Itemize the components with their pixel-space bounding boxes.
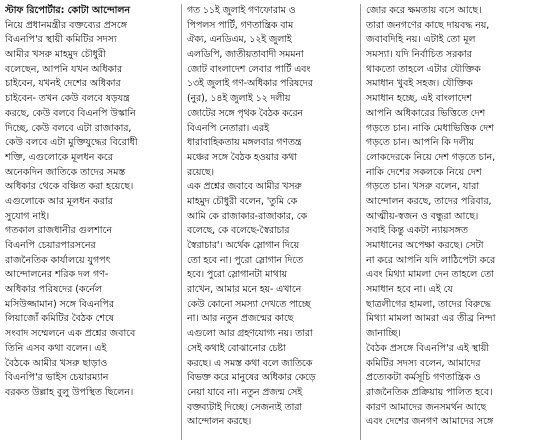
text-line: এবং দেশের জনগণ আমাদের সঙ্গে [366,416,494,428]
text-line: গতকাল রাজধানীর গুলশানে [5,225,112,237]
text-line: না। আর নতুন প্রজন্মের কাছে [187,313,294,325]
text-line: ১৩ই জুলাই গণ-অধিকার পরিষদের [187,78,313,90]
text-line: নেয়া যাবে না। নতুন প্রজন্ম সেই [187,386,302,398]
text-line: বৈঠক প্রসঙ্গে বিএনপি'র এই স্থায়ী [366,342,490,354]
text-line: ধারাবাহিকতায় মঙ্গলবার গণতন্ত্র [187,137,302,149]
text-line: জোট বাংলাদেশ লেবার পার্টি এবং [187,63,311,75]
text-line: কেউ বলবে এটা মুক্তিযুদ্ধের বিরোধী [5,137,138,149]
text-line: বক্তব্যটাই দিচ্ছে। সেজন্যই তারা [187,401,303,413]
text-line: সমস্যা। যদি নির্বাচিত সরকার [366,49,472,61]
text-line: আমীর খসরু মাহমুদ চৌধুরী [5,49,106,61]
text-line: রাজনৈতিক প্রক্রিয়ায় পালিত হবে। [366,386,493,398]
text-line: পিপলস পার্টি, গণতান্ত্রিক বাম [187,19,294,31]
text-line: চাইবেন, যখনই দেশের অধিকার [5,78,121,90]
text-line: করছে, কেউ বলবে বিএনপি উস্কানি [5,107,136,119]
text-line: তিনি এসব কথা বলেন। এই [5,342,107,354]
text-line: (নুর), ১৪ই জুলাই ১২ দলীয় [187,93,291,105]
text-line: সবাই কিন্তু একটা ন্যায়সঙ্গত [366,225,468,237]
article-column-3 [361,4,537,440]
text-line: গড়তে চান। আপনি কি দলীয় [366,137,475,149]
text-line: আন্দোলন করছে। [187,416,252,428]
text-line: স্টাফ রিপোর্টার: কোটা আন্দোলন [5,5,131,16]
text-line: আন্দোলনের শরিক দল গণ- [5,269,109,281]
text-line: দিচ্ছে, কেউ বলবে এটা রাজাকার, [5,122,132,134]
text-line: তারা জনগণের কাছে দায়বদ্ধ নয়, [366,19,490,31]
text-line: কারণ আমাদের জনসমর্থন আছে [366,401,487,413]
text-line: জানাচ্ছি। [366,328,401,340]
text-line: কেউ কোনো সমস্যা দেখতে পাচ্ছে [187,298,311,310]
article-column-1 [3,4,181,440]
text-line: বলেছে, কে বলেছে-স্বৈরাচার [187,225,290,237]
text-line: সমাধান হচ্ছে, এই বাংলাদেশ [366,93,472,105]
text-line: করছে। এ সমস্ত কথা বলে জাতিকে [187,357,313,369]
text-line: বিভক্ত করে মানুষের অধিকার কেড়ে [187,372,316,384]
text-line: বরকত উল্লাহ বুলু উপস্থিত ছিলেন। [5,386,134,398]
text-line: বলেছেন, আপনি যখন অধিকার [5,63,123,75]
text-line: আত্মীয়-স্বজন ও বন্ধুরা আছে। [366,210,479,222]
text-line: এগুলোকে আর মূলধন করার [5,195,113,207]
text-line: চাইবেন- তখন কেউ বলবে ষড়যন্ত্র [5,93,130,105]
text-line: মাহমুদ চৌধুরী বলেন, 'তুমি কে [187,195,298,207]
text-line: সমাধান হবে না। এই যে [366,284,453,296]
text-line: বিএনপি'র ভাইস চেয়ারম্যান [5,372,109,384]
text-line: অধিকার পরিষদের (কর্নেল [5,284,102,296]
text-line: এক প্রশ্নের জবাবে আমীর খসরু [187,181,302,193]
text-line: জোটের সঙ্গে পৃথক বৈঠক করেন [187,107,303,119]
text-line: রাজনৈতিক কার্যালয়ে যুগপৎ [5,254,111,266]
article-column-2 [181,4,361,440]
text-line: এবং মিথ্যা মামলা দেন তাহলে তো [366,269,494,281]
text-line: জোর করে ক্ষমতায় বসে আছে। [366,5,482,16]
text-line: মসিউজ্জামান) সঙ্গে বিএনপির [5,298,115,310]
text-line: শক্তি, এগুলোকে মূলধন করে [5,151,113,163]
text-line: সমাধানের অপেক্ষা করছে। সেটা [366,240,484,251]
text-line: সংবাদ সম্মেলনে এক প্রশ্নের জবাবে [5,328,136,340]
text-line: অনেকদিন জাতিকে তাদের সমস্ত [5,166,126,178]
text-line: মিথ্যা মামলা আমরা এর তীব্র নিন্দা [366,313,496,325]
text-line: আন্দোলন করছে, তাদের পরিবার, [366,195,492,207]
text-line: সেই কথাই বোঝানোর চেষ্টা [187,342,286,354]
text-line: প্রত্যেকটা কর্মসূচি গণতান্ত্রিক ও [366,372,481,384]
text-line: না করে আপনি যদি লাঠিপেটা করে [366,254,496,266]
text-line: নিয়ে প্রধানমন্ত্রীর বক্তব্যের প্রসঙ্গে [5,19,128,31]
text-line: তো হবে না। পুরো স্লোগান দিতে [187,254,303,266]
text-line: এগুলো আর গ্রহণযোগ্য নয়। তারা [187,328,313,340]
text-line: হবে। পুরো স্লোগানটা মাথায় [187,269,287,281]
text-line: লিয়াজোঁ কমিটির বৈঠক শেষে [5,313,115,325]
text-line: ছাত্রলীগের হামলা, তাদের বিরুদ্ধে [366,298,491,310]
text-line: সমাধান খুবই সহজ। যৌক্তিক [366,78,473,90]
text-line: আমি কে রাজাকার-রাজাকার, কে [187,210,307,222]
text-line: কমিটির সদস্য বলেন, আমাদের [366,357,481,369]
text-line: রাখেন, আমার মনে হয়- এখানে [187,284,302,296]
text-line: রয়েছে। [187,166,214,178]
text-line: বিএনপি'র স্থায়ী কমিটির সদস্য [5,34,117,46]
text-line: বিএনপি নেতারা। এরই [187,122,269,134]
text-line: আপনি অধিকারের ভিত্তিতে দেশ [366,107,486,119]
text-line: থাকতো তাহলে এটার যৌক্তিক [366,63,481,75]
text-line: গড়তে চান। খসরু বলেন, যারা [366,181,480,193]
text-line: জবাবদিহি নয়। এটাই তো মূল [366,34,476,46]
text-line: মঞ্চের সঙ্গে বৈঠক হওয়ার কথা [187,151,297,163]
text-line: গত ১১ই জুলাই গণফোরাম ও [187,5,296,16]
text-line: গড়তে চান। নাকি মেধাভিত্তিক দেশ [366,122,494,134]
text-line: এলডিপি, জাতীয়তাবাদী সমমনা [187,49,304,61]
text-line: স্বৈরাচার'। অর্থেক স্লোগান দিয়ে [187,240,300,251]
text-line: বিএনপি চেয়ারপারসনের [5,240,96,251]
text-line: বৈঠকে আমীর খসরু ছাড়াও [5,357,108,369]
text-line: অধিকার থেকে বঞ্চিত করা হয়েছে। [5,181,134,193]
text-line: ঐক্য, এনডিএম, ১২ই জুলাই [187,34,292,46]
text-line: নাকি দেশের সকলকে নিয়ে দেশ [366,166,482,178]
text-line: সুযোগ নাই। [5,210,50,222]
text-line: লোকদেরকে নিয়ে দেশ গড়তে চান, [366,151,496,163]
